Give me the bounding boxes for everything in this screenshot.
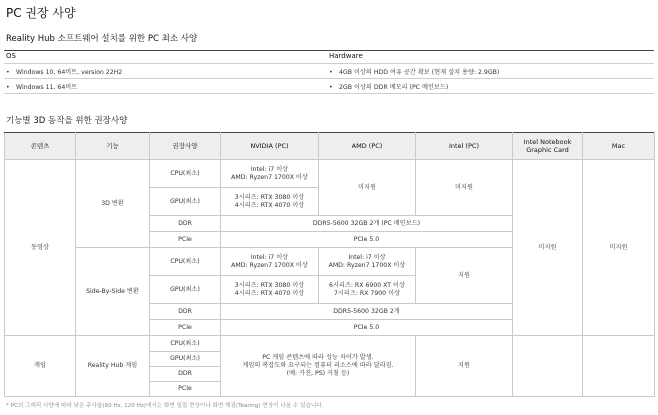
table-row	[5, 160, 655, 188]
os-item-text: Windows 10, 64비트, version 22H2	[16, 69, 123, 76]
hardware-header: Hardware	[329, 52, 363, 60]
intel-3d-support: 미지원	[416, 160, 513, 216]
os-item	[6, 82, 77, 91]
pcie-3d-value: PCIe 5.0	[221, 232, 513, 248]
feature-sbs: Side-By-Side 변환	[76, 248, 150, 336]
nvidia-gpu-sbs-line1: 3시리즈: RTX 3080 이상	[234, 281, 305, 289]
bullet-icon: •	[6, 69, 10, 76]
recommended-spec-table	[4, 132, 655, 397]
amd-3d-support: 미지원	[319, 160, 416, 216]
intel-sbs-support: 지원	[416, 248, 513, 304]
feature-game: Reality Hub 게임	[76, 336, 150, 397]
amd-cpu-sbs-line2: AMD: Ryzen7 1700X 이상	[328, 261, 406, 269]
divider	[4, 50, 654, 51]
os-item	[6, 67, 122, 76]
nvidia-gpu-sbs-line2: 4시리즈: RTX 4070 이상	[234, 289, 305, 297]
nvidia-gpu-3d-line1: 3시리즈: RTX 3080 이상	[234, 193, 305, 201]
header-spec: 권장사양	[150, 133, 221, 160]
spec-cpu: CPU(최소)	[150, 336, 221, 352]
nvidia-cpu-3d-line2: AMD: Ryzen7 1700X 이상	[231, 173, 308, 181]
header-intel-notebook	[513, 133, 583, 160]
spec-gpu: GPU(최소)	[150, 188, 221, 216]
spec-ddr: DDR	[150, 304, 221, 320]
spec-cpu: CPU(최소)	[150, 248, 221, 276]
bullet-icon: •	[329, 69, 333, 76]
nvidia-cpu-3d	[221, 160, 319, 188]
game-note-line2: 게임의 복잡도와 요구되는 컴퓨터 리소스에 따라 달라짐.	[242, 362, 394, 370]
amd-gpu-sbs-line1: 6시리즈: RX 6900 XT 이상	[329, 281, 405, 289]
header-intel: Intel (PC)	[416, 133, 513, 160]
spec-pcie: PCIe	[150, 320, 221, 336]
divider	[4, 63, 654, 64]
spec-gpu: GPU(최소)	[150, 276, 221, 304]
intel-notebook-game-cell	[513, 336, 583, 397]
rec-spec-title: 기능별 3D 동작을 위한 권장사양	[6, 116, 128, 126]
header-intel-notebook-line2: Graphic Card	[526, 146, 569, 154]
nvidia-gpu-3d-line2: 4시리즈: RTX 4070 이상	[234, 201, 305, 209]
bullet-icon: •	[6, 84, 10, 91]
amd-cpu-sbs	[319, 248, 416, 276]
mac-video-support: 미지원	[583, 160, 655, 336]
spec-pcie: PCIe	[150, 382, 221, 397]
hardware-item-text: 4GB 이상의 HDD 여유 공간 확보 (현재 설치 용량: 2.9GB)	[339, 69, 500, 76]
mac-game-cell	[583, 336, 655, 397]
os-header: OS	[6, 52, 16, 60]
amd-gpu-sbs-line2: 7시리즈: RX 7900 이상	[333, 289, 401, 297]
os-item-text: Windows 11, 64비트	[16, 84, 78, 91]
amd-gpu-sbs	[319, 276, 416, 304]
divider	[4, 93, 654, 94]
intel-game-support: 지원	[416, 336, 513, 397]
spec-gpu: GPU(최소)	[150, 352, 221, 367]
feature-3d: 3D 변환	[76, 160, 150, 248]
spec-cpu: CPU(최소)	[150, 160, 221, 188]
intel-notebook-video-support: 미지원	[513, 160, 583, 336]
ddr-sbs-value: DDR5-5600 32GB 2개	[221, 304, 513, 320]
nvidia-gpu-3d	[221, 188, 319, 216]
min-spec-title: Reality Hub 소프트웨어 설치를 위한 PC 최소 사양	[6, 34, 198, 44]
footnote: * PC의 그래픽 사양에 따라 낮은 주사율(60 Hz, 120 Hz)에서는 화면 밀림 현상이나 화면 깨짐(Tearing) 현상이 나올 수 있습니다.	[6, 403, 324, 409]
bullet-icon: •	[329, 84, 333, 91]
nvidia-cpu-sbs-line1: Intel: i7 이상	[250, 253, 289, 261]
spec-ddr: DDR	[150, 216, 221, 232]
divider	[4, 78, 654, 79]
table-header-row	[5, 133, 655, 160]
nvidia-cpu-sbs	[221, 248, 319, 276]
content-game: 게임	[5, 336, 76, 397]
amd-cpu-sbs-line1: Intel: i7 이상	[348, 253, 386, 261]
spec-pcie: PCIe	[150, 232, 221, 248]
hardware-item	[329, 67, 499, 76]
header-intel-notebook-line1: Intel Notebook	[523, 137, 572, 146]
pcie-sbs-value: PCIe 5.0	[221, 320, 513, 336]
hardware-item-text: 2GB 이상의 DDR 메모리 (PC 메인보드)	[339, 84, 449, 91]
header-mac: Mac	[583, 133, 655, 160]
nvidia-cpu-3d-line1: Intel: i7 이상	[250, 165, 289, 173]
table-row	[5, 336, 655, 352]
content-video: 동영상	[5, 160, 76, 336]
game-note-line1: PC 게임 콘텐츠에 따라 성능 차이가 발생.	[262, 354, 374, 362]
header-nvidia: NVIDIA (PC)	[221, 133, 319, 160]
game-note	[221, 336, 416, 397]
nvidia-gpu-sbs	[221, 276, 319, 304]
nvidia-cpu-sbs-line2: AMD: Ryzen7 1700X 이상	[231, 261, 308, 269]
header-feature: 기능	[76, 133, 150, 160]
ddr-3d-value: DDR5-5600 32GB 2개 (PC 메인보드)	[221, 216, 513, 232]
game-note-line3: (예: 카진, PS) 거칭 등)	[286, 369, 350, 377]
header-amd: AMD (PC)	[319, 133, 416, 160]
page-title: PC 권장 사양	[6, 6, 76, 20]
header-content: 콘텐츠	[5, 133, 76, 160]
hardware-item	[329, 82, 448, 91]
spec-ddr: DDR	[150, 367, 221, 382]
